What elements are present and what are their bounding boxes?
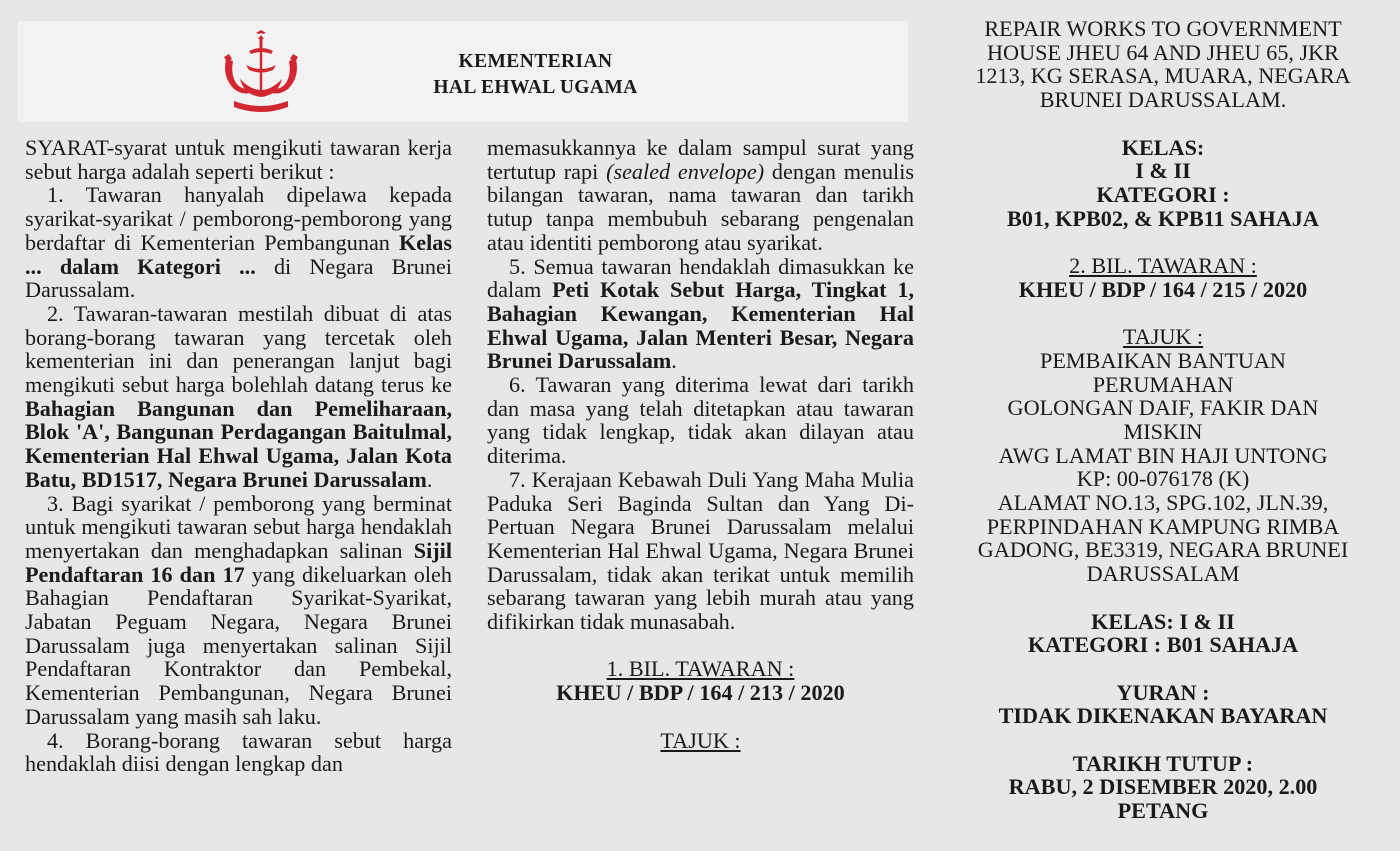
term-4-cont-text: memasukkannya ke dalam sampul surat yang tertutup rapi	[487, 135, 914, 184]
yuran-label: YURAN :	[1116, 679, 1210, 705]
term-1-text: 1. Tawaran hanyalah dipelawa kepada syarikat-syarikat / pemborong-pemborong yang berdaftar di Kementerian Pembangunan	[25, 182, 452, 255]
term-2-text: 2. Tawaran-tawaran mestilah dibuat di atas borang-borang tawaran yang tercetak oleh kementerian ini dan penerangan lanjut bagi mengikuti sebut harga bolehlah datang terus ke	[25, 300, 452, 398]
term-5-bold: Peti Kotak Sebut Harga, Tingkat 1, Bahagian Kewangan, Kementerian Hal Ehwal Ugama, Jalan Menteri Besar, Negara Brunei Darussalam	[487, 277, 915, 374]
tender-details-column	[948, 17, 1378, 823]
tajuk-2-line-10: DARUSSALAM	[1086, 561, 1240, 587]
tajuk-1-line-3: 1213, KG SERASA, MUARA, NEGARA	[975, 63, 1351, 89]
term-2-end: .	[426, 466, 433, 492]
bil-tawaran-2-value: KHEU / BDP / 164 / 215 / 2020	[1018, 276, 1308, 302]
term-3-text: 3. Bagi syarikat / pemborong yang berminat untuk mengikuti tawaran sebut harga hendaklah menyertakan dan menghadapkan salinan	[25, 490, 452, 563]
term-4-cont-italic: (sealed envelope)	[606, 158, 765, 184]
tarikh-tutup-value-2: PETANG	[1117, 798, 1209, 824]
brunei-crest-icon	[216, 29, 306, 113]
tajuk-1-line-2: HOUSE JHEU 64 AND JHEU 65, JKR	[987, 39, 1339, 65]
ministry-header	[18, 21, 908, 122]
tajuk-2-line-7: ALAMAT NO.13, SPG.102, JLN.39,	[997, 490, 1329, 516]
term-4-cont	[487, 136, 914, 255]
tajuk-2-line-3: GOLONGAN DAIF, FAKIR DAN	[1007, 395, 1319, 421]
tajuk-2-label: TAJUK :	[1122, 324, 1204, 350]
terms-intro: SYARAT-syarat untuk mengikuti tawaran kerja sebut harga adalah seperti berikut :	[25, 135, 452, 184]
tajuk-1-label: TAJUK :	[660, 727, 741, 753]
ministry-title	[398, 49, 673, 101]
tajuk-2-line-4: MISKIN	[1123, 418, 1203, 444]
term-4: 4. Borang-borang tawaran sebut harga hendaklah diisi dengan lengkap dan	[25, 727, 452, 777]
term-6: 6. Tawaran yang diterima lewat dari tarikh dan masa yang telah ditetapkan atau tawaran yang tidak lengkap, tidak akan dilayan atau diterima.	[487, 372, 914, 469]
tajuk-2-line-5: AWG LAMAT BIN HAJI UNTONG	[998, 442, 1328, 468]
tajuk-2-line-9: GADONG, BE3319, NEGARA BRUNEI	[977, 537, 1349, 563]
bil-tawaran-1-label: 1. BIL. TAWARAN :	[606, 656, 795, 682]
tajuk-2-line-6: KP: 00-076178 (K)	[1076, 466, 1250, 492]
kategori-1-value: B01, KPB02, & KPB11 SAHAJA	[1007, 205, 1319, 231]
tajuk-1-line-1: REPAIR WORKS TO GOVERNMENT	[984, 16, 1342, 41]
tajuk-2-line-1: PEMBAIKAN BANTUAN	[1040, 347, 1286, 373]
term-1-end: di Negara Brunei Darussalam.	[25, 253, 452, 303]
kategori-2: KATEGORI : B01 SAHAJA	[1027, 632, 1299, 658]
terms-column-2	[487, 136, 914, 752]
term-5-end: .	[671, 348, 677, 374]
term-7: 7. Kerajaan Kebawah Duli Yang Maha Mulia Paduka Seri Baginda Sultan dan Yang Di-Pertuan Negara Brunei Darussalam melalui Kementerian Hal Ehwal Ugama, Negara Brunei Darussalam, tidak akan terikat untuk memilih sebarang tawaran yang lebih murah atau yang difikirkan tidak munasabah.	[487, 466, 914, 635]
kategori-1-label: KATEGORI :	[1096, 181, 1230, 207]
term-1	[25, 183, 452, 302]
kelas-1-value: I & II	[1135, 158, 1191, 184]
tarikh-tutup-value-1: RABU, 2 DISEMBER 2020, 2.00	[1008, 774, 1318, 800]
kelas-1-label: KELAS:	[1121, 134, 1205, 160]
tajuk-2-line-8: PERPINDAHAN KAMPUNG RIMBA	[986, 513, 1340, 539]
term-1-bold: Kelas ... dalam Kategori ...	[25, 229, 452, 279]
term-2	[25, 302, 452, 492]
term-2-bold: Bahagian Bangunan dan Pemeliharaan, Blok 'A', Bangunan Perdagangan Baitulmal, Kementerian Hal Ehwal Ugama, Jalan Kota Batu, BD1517, Negara Brunei Darussalam	[25, 395, 452, 492]
ministry-line1: KEMENTERIAN	[458, 51, 613, 72]
yuran-value: TIDAK DIKENAKAN BAYARAN	[998, 703, 1328, 729]
tajuk-1-line-4: BRUNEI DARUSSALAM.	[1039, 87, 1287, 113]
terms-column-1	[25, 136, 452, 776]
term-5-text: 5. Semua tawaran hendaklah dimasukkan ke dalam	[487, 253, 914, 303]
tarikh-tutup-label: TARIKH TUTUP :	[1072, 750, 1254, 776]
term-4-cont-end: dengan menulis bilangan tawaran, nama tawaran dan tarikh tutup tanpa membubuh sebarang pengenalan atau identiti pemborong atau syarikat.	[487, 158, 915, 255]
tajuk-2-line-2: PERUMAHAN	[1092, 371, 1234, 397]
bil-tawaran-1-value: KHEU / BDP / 164 / 213 / 2020	[556, 680, 845, 706]
term-3	[25, 492, 452, 729]
term-5	[487, 255, 914, 374]
term-3-bold: Sijil Pendaftaran 16 dan 17	[25, 537, 452, 587]
term-3-end: yang dikeluarkan oleh Bahagian Pendaftaran Syarikat-Syarikat, Jabatan Peguam Negara, Negara Brunei Darussalam juga menyertakan salinan Sijil Pendaftaran Kontraktor dan Pembekal, Kementerian Pembangunan, Negara Brunei Darussalam yang masih sah laku.	[25, 561, 452, 729]
bil-tawaran-2-label: 2. BIL. TAWARAN :	[1069, 253, 1257, 278]
ministry-line2: HAL EHWAL UGAMA	[433, 77, 638, 98]
kelas-2: KELAS: I & II	[1091, 608, 1235, 634]
